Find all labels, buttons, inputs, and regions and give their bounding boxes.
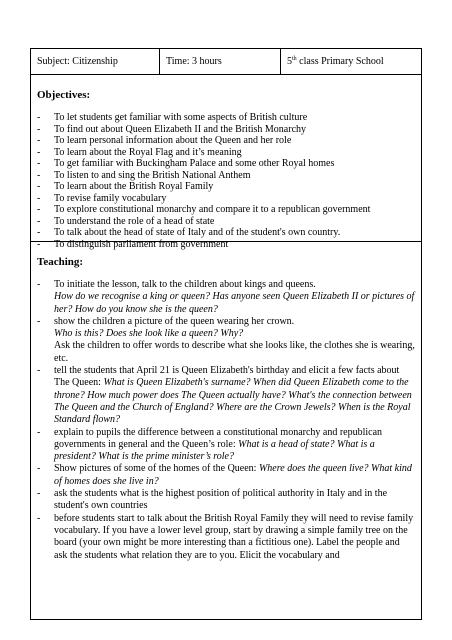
teaching-item xyxy=(37,279,415,316)
teaching-text xyxy=(54,463,415,488)
objective-item xyxy=(37,181,415,193)
objectives-section xyxy=(31,75,421,250)
objective-text: To explore constitutional monarchy and compare it to a republican government xyxy=(54,204,371,215)
bullet-dash: - xyxy=(37,204,41,215)
bullet-dash: - xyxy=(37,488,41,500)
objective-item xyxy=(37,193,415,205)
objective-item xyxy=(37,216,415,228)
teaching-instruction: before students start to talk about the British Royal Family they will need to revise family vocabulary. If you have a lower level group, start by drawing a simple family tree on the board (your own might be more interesting than a fictitious one). Label the people and ask the students what relation they are to you. Elicit the vocabulary and xyxy=(54,512,414,561)
bullet-dash: - xyxy=(37,192,41,204)
bullet-dash: - xyxy=(37,158,41,169)
teaching-text xyxy=(54,513,415,562)
teaching-item xyxy=(37,463,415,488)
objective-item xyxy=(37,147,415,159)
objective-item xyxy=(37,135,415,147)
bullet-dash: - xyxy=(37,315,41,327)
objectives-list xyxy=(37,112,415,250)
grade-suffix: th xyxy=(292,56,297,62)
bullet-dash: - xyxy=(37,426,41,438)
objective-text: To learn about the Royal Flag and it’s meaning xyxy=(54,146,242,158)
objective-text: To let students get familiar with some aspects of British culture xyxy=(54,112,308,123)
teaching-instruction: Show pictures of some of the homes of the Queen: xyxy=(54,463,259,475)
bullet-dash: - xyxy=(37,123,41,135)
objectives-heading: Objectives: xyxy=(37,89,91,101)
bullet-dash: - xyxy=(37,365,41,377)
teaching-section xyxy=(31,242,421,562)
teaching-question: What is Queen Elizabeth's surname? When did Queen Elizabeth come to the throne? How much power does The Queen actually have? What's the connection between The Queen and the Church of England? Where are the Crown Jewels? When is the Royal Standard flown? xyxy=(54,377,412,426)
teaching-question: How do we recognise a king or queen? Has anyone seen Queen Elizabeth II or pictures of her? How do you know she is the queen? xyxy=(54,291,415,315)
header-row xyxy=(31,49,421,75)
objective-text: To learn about the British Royal Family xyxy=(54,181,214,192)
objective-text: To get familiar with Buckingham Palace and some other Royal homes xyxy=(54,158,335,169)
objective-text: To revise family vocabulary xyxy=(54,192,167,204)
teaching-item xyxy=(37,365,415,426)
teaching-question: Where does the queen live? What kind of homes does she live in? xyxy=(54,463,412,487)
bullet-dash: - xyxy=(37,181,41,192)
subject-cell: Subject: Citizenship xyxy=(31,49,160,74)
objective-item xyxy=(37,227,415,239)
teaching-instruction: show the children a picture of the queen wearing her crown. xyxy=(54,315,295,327)
teaching-instruction: To initiate the lesson, talk to the children about kings and queens. xyxy=(54,279,316,290)
objective-item xyxy=(37,204,415,216)
teaching-question: Who is this? Does she look like a queen? Why? xyxy=(54,328,244,340)
teaching-text xyxy=(54,427,415,464)
objective-text: To learn personal information about the Queen and her role xyxy=(54,135,292,146)
teaching-text xyxy=(54,316,415,365)
objective-item xyxy=(37,124,415,136)
teaching-question: What is a head of state? What is a president? What is the prime minister’s role? xyxy=(54,438,375,463)
bullet-dash: - xyxy=(37,215,41,227)
bullet-dash: - xyxy=(37,463,41,475)
teaching-item xyxy=(37,427,415,464)
teaching-text xyxy=(54,488,415,513)
bullet-dash: - xyxy=(37,135,41,146)
grade-cell xyxy=(281,49,421,74)
bullet-dash: - xyxy=(37,112,41,123)
teaching-instruction: explain to pupils the difference between a constitutional monarchy and republican governments in general and the Queen’s role: xyxy=(54,426,383,450)
teaching-item xyxy=(37,513,415,562)
objective-text: To find out about Queen Elizabeth II and the British Monarchy xyxy=(54,123,307,135)
teaching-heading: Teaching: xyxy=(37,256,84,268)
teaching-instruction: ask the students what is the highest position of political authority in Italy and in the student's own countries xyxy=(54,488,388,512)
bullet-dash: - xyxy=(37,146,41,158)
objective-item xyxy=(37,112,415,124)
teaching-list xyxy=(37,279,415,562)
teaching-item xyxy=(37,488,415,513)
bullet-dash: - xyxy=(37,227,41,238)
time-cell: Time: 3 hours xyxy=(160,49,281,74)
grade-text: class Primary School xyxy=(296,56,384,67)
objective-item xyxy=(37,239,415,251)
objective-text: To listen to and sing the British National Anthem xyxy=(54,169,251,181)
teaching-instruction: Ask the children to offer words to describe what she looks like, the clothes she is wearing, etc. xyxy=(54,340,415,364)
lesson-plan-table xyxy=(30,48,422,620)
teaching-instruction: tell the students that April 21 is Queen Elizabeth's birthday and elicit a few facts about The Queen: xyxy=(54,365,400,389)
objective-text: To talk about the head of state of Italy and of the student's own country. xyxy=(54,227,341,238)
teaching-text xyxy=(54,365,415,426)
objective-text: To understand the role of a head of state xyxy=(54,215,215,227)
grade-number: 5 xyxy=(287,56,292,67)
bullet-dash: - xyxy=(37,238,41,250)
bullet-dash: - xyxy=(37,169,41,181)
objective-item xyxy=(37,158,415,170)
teaching-item xyxy=(37,316,415,365)
objective-text: To distinguish parliament from government xyxy=(54,238,229,250)
bullet-dash: - xyxy=(37,512,41,524)
teaching-text xyxy=(54,279,415,316)
objective-item xyxy=(37,170,415,182)
bullet-dash: - xyxy=(37,279,41,290)
